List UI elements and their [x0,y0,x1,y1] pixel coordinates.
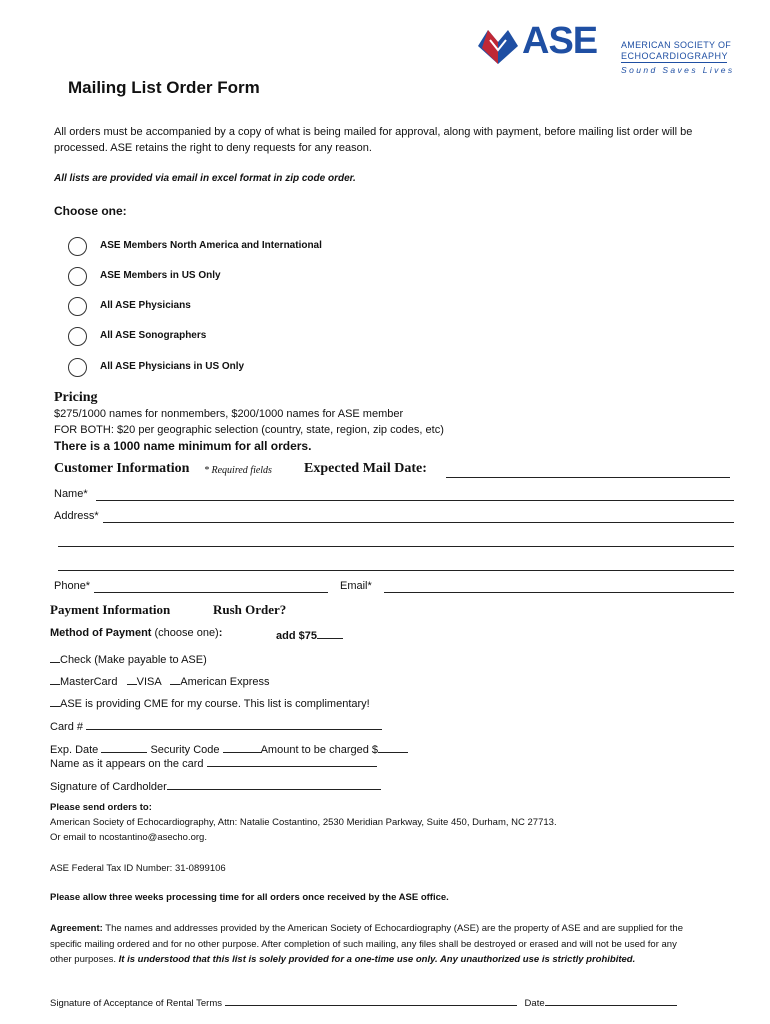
security-field[interactable] [223,741,261,753]
email-label: Email* [340,580,372,592]
pricing-line-2: FOR BOTH: $20 per geographic selection (country, state, region, zip codes, etc) [54,424,444,436]
address-field-3[interactable] [58,558,734,571]
cardholder-signature-label: Signature of Cardholder [50,781,167,793]
acceptance-signature-label: Signature of Acceptance of Rental Terms [50,998,222,1009]
amex-label: American Express [180,676,270,688]
radio-option-1[interactable] [68,237,87,256]
customer-heading: Customer Information [54,461,190,476]
rush-order-heading: Rush Order? [213,602,287,617]
page-title: Mailing List Order Form [68,78,260,97]
amount-field[interactable] [378,741,408,753]
payment-heading: Payment Information [50,602,171,617]
method-of-payment: Method of Payment (choose one): [50,627,223,639]
rush-add-label [276,627,343,642]
option-label-3: All ASE Physicians [100,300,191,311]
expected-mail-label: Expected Mail Date: [304,461,427,476]
required-note: * Required fields [204,465,272,476]
phone-field[interactable] [94,580,328,593]
address-field-1[interactable] [103,510,734,523]
send-heading: Please send orders to: [50,802,152,813]
acceptance-signature-row [50,995,677,1009]
send-address: American Society of Echocardiography, Attn: Natalie Costantino, 2530 Meridian Parkway, Suite 450, Durham, NC 27713. [50,817,557,828]
radio-option-5[interactable] [68,358,87,377]
visa-label: VISA [136,676,162,688]
method-label: Method of Payment [50,627,152,639]
intro-text: All orders must be accompanied by a copy of what is being mailed for approval, along with payment, before mailing list order will be processed. ASE retains the right to deny requests for any reason. [54,126,693,154]
card-type-options [50,673,270,688]
logo-divider [621,62,727,63]
name-on-card-label: Name as it appears on the card [50,758,204,770]
acceptance-signature-field[interactable] [225,995,517,1006]
pricing-heading: Pricing [54,390,98,405]
name-label: Name* [54,488,88,500]
email-field[interactable] [384,580,734,593]
address-field-2[interactable] [58,534,734,547]
radio-option-3[interactable] [68,297,87,316]
date-field[interactable] [545,995,677,1006]
tax-id: ASE Federal Tax ID Number: 31-0899106 [50,863,226,874]
exp-field[interactable] [101,741,147,753]
exp-row [50,741,408,756]
exp-label: Exp. Date [50,744,99,756]
agreement-body: The names and addresses provided by the American Society of Echocardiography (ASE) are the property of ASE and are supplied for the specific mailing ordered and for no other purpose. After completion of such mailing, any files shall be destroyed or erased and will not be used for any other purposes. [50,923,683,965]
cme-label: ASE is providing CME for my course. This list is complimentary! [60,698,370,710]
check-label: Check (Make payable to ASE) [60,654,207,666]
address-label: Address* [54,510,99,522]
check-option[interactable] [50,651,207,666]
send-email: Or email to ncostantino@asecho.org. [50,832,207,843]
option-label-2: ASE Members in US Only [100,270,221,281]
choose-label: Choose one: [54,204,127,218]
mastercard-label: MasterCard [60,676,118,688]
card-number-field[interactable] [86,718,382,730]
name-on-card-field[interactable] [207,755,377,767]
expected-mail-field[interactable] [446,463,730,478]
ase-logo [472,20,735,78]
radio-option-4[interactable] [68,327,87,346]
visa-blank[interactable] [127,673,137,685]
date-label: Date [524,998,545,1009]
agreement-label: Agreement: [50,923,103,934]
security-label: Security Code [150,744,220,756]
option-label-5: All ASE Physicians in US Only [100,361,245,372]
rush-add-field[interactable] [317,627,343,639]
agreement-text [50,921,700,968]
option-label-1: ASE Members North America and International [100,240,322,251]
card-label: Card # [50,721,84,733]
agreement-emphasis: It is understood that this list is solely provided for a one-time use only. Any unauthorized use is strictly prohibited. [118,954,636,965]
radio-option-2[interactable] [68,267,87,286]
rush-add-text: add $75 [276,630,317,642]
pricing-line-1: $275/1000 names for nonmembers, $200/1000 names for ASE member [54,408,404,420]
logo-mark: ASE [522,20,598,62]
name-field[interactable] [96,488,734,501]
mastercard-blank[interactable] [50,673,60,685]
cme-option[interactable] [50,695,370,710]
method-hint: (choose one) [154,627,219,639]
format-note: All lists are provided via email in excel format in zip code order. [54,173,356,184]
cardholder-signature-field[interactable] [167,778,381,790]
amex-blank[interactable] [170,673,180,685]
processing-note: Please allow three weeks processing time for all orders once received by the ASE office. [50,892,449,903]
card-number-row [50,718,382,733]
logo-name-line2: ECHOCARDIOGRAPHY [621,51,729,61]
cardholder-signature-row [50,778,381,793]
logo-tagline: Sound Saves Lives [621,65,735,75]
option-label-4: All ASE Sonographers [100,330,207,341]
amount-label: Amount to be charged $ [260,744,379,756]
name-on-card-row [50,755,377,770]
heart-logo-icon [472,26,524,66]
phone-label: Phone* [54,580,91,592]
logo-name-line1: AMERICAN SOCIETY OF [621,40,732,50]
pricing-minimum: There is a 1000 name minimum for all orders. [54,439,312,453]
